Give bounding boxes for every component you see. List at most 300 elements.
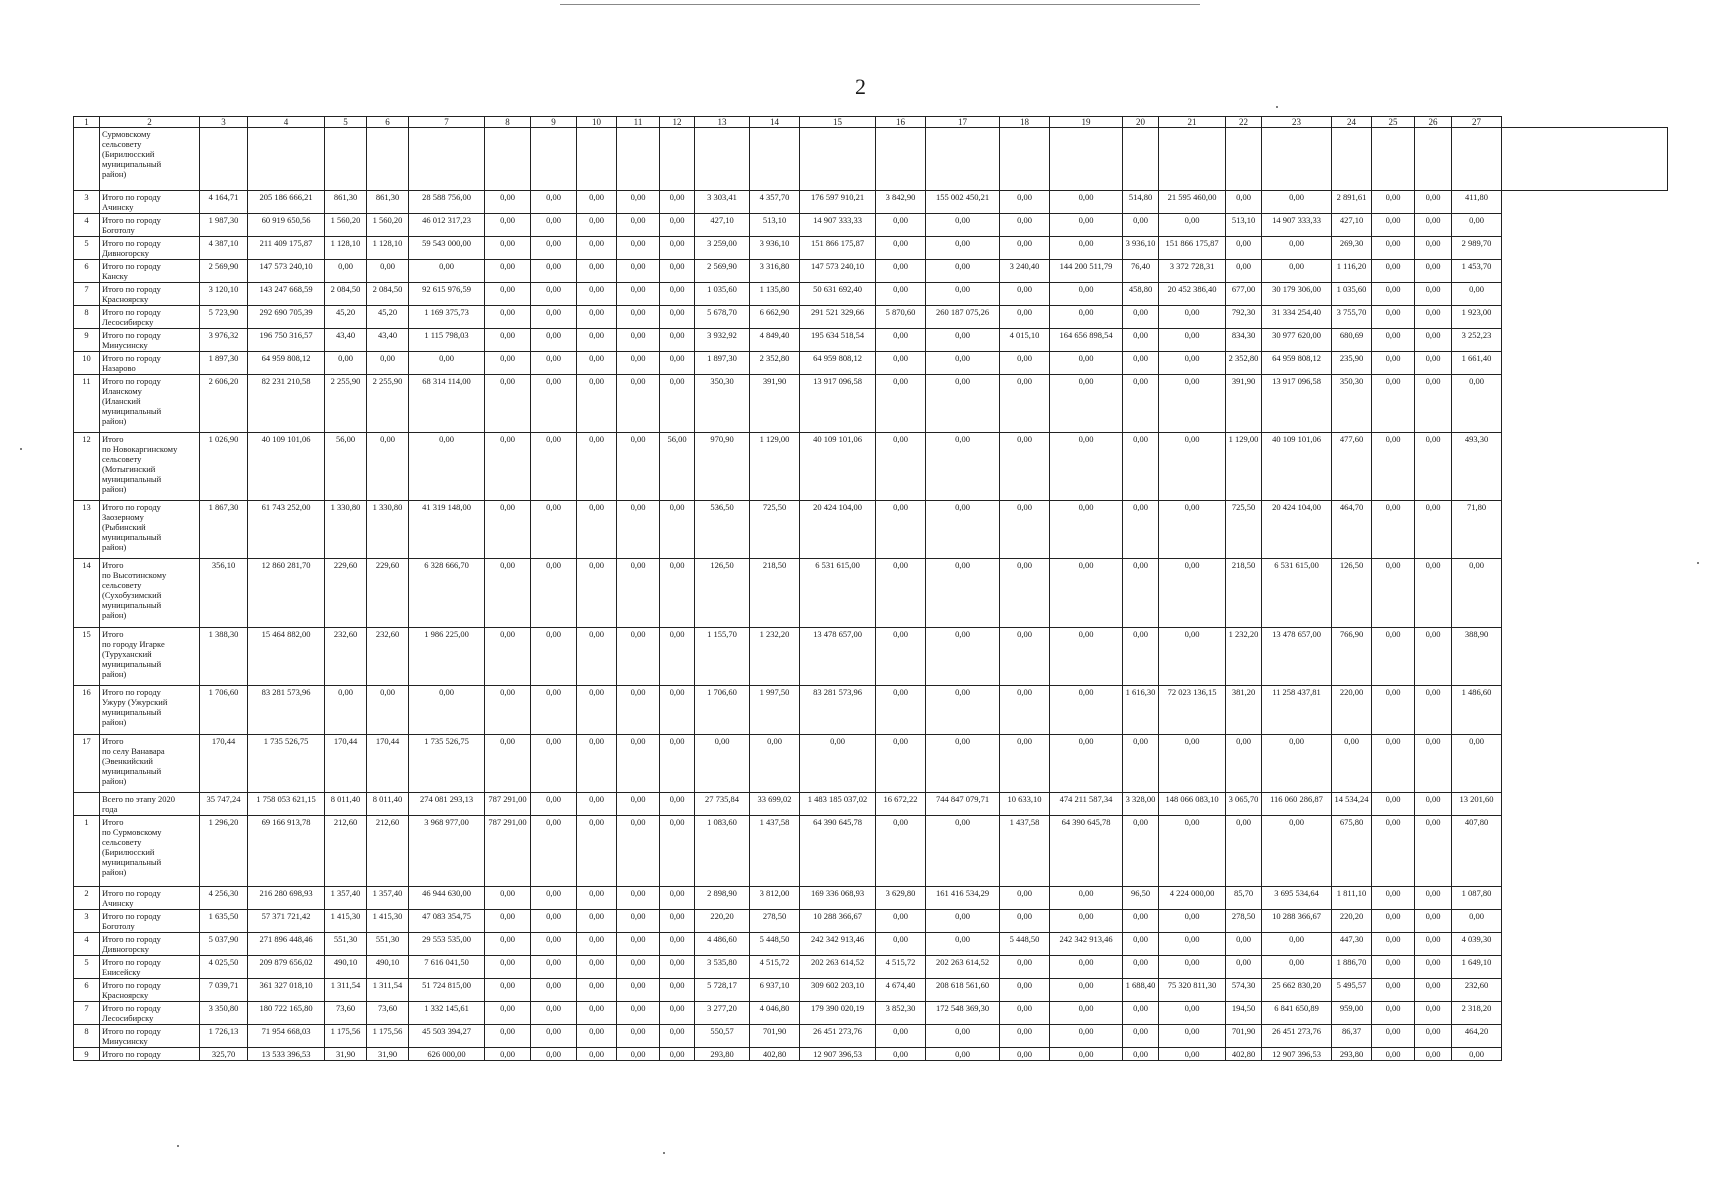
scan-speck — [663, 1152, 665, 1154]
table-cell: 0,00 — [1123, 501, 1159, 559]
table-cell: 388,90 — [1452, 628, 1502, 686]
table-cell: 0,00 — [1050, 306, 1123, 329]
table-cell: 574,30 — [1226, 979, 1262, 1002]
row-name: Итого по городу Лесосибирску — [100, 306, 200, 329]
table-cell: 232,60 — [1452, 979, 1502, 1002]
table-cell: 0,00 — [577, 735, 617, 793]
table-cell: 0,00 — [1159, 816, 1226, 887]
row-number: 11 — [74, 375, 100, 433]
row-number: 16 — [74, 686, 100, 735]
table-cell: 4 025,50 — [200, 956, 248, 979]
table-cell: 2 084,50 — [367, 283, 409, 306]
table-cell: 0,00 — [1415, 735, 1452, 793]
table-cell: 0,00 — [926, 329, 1000, 352]
table-cell: 0,00 — [577, 559, 617, 628]
table-cell: 0,00 — [485, 260, 531, 283]
table-row — [74, 793, 1668, 816]
table-cell: 2 352,80 — [1226, 352, 1262, 375]
table-cell: 2 891,61 — [1332, 191, 1372, 214]
table-cell: 0,00 — [1332, 735, 1372, 793]
table-cell: 0,00 — [1372, 979, 1415, 1002]
table-cell: 402,80 — [1226, 1048, 1262, 1061]
table-cell: 1 415,30 — [367, 910, 409, 933]
column-header: 14 — [750, 117, 800, 128]
table-cell: 278,50 — [1226, 910, 1262, 933]
table-cell: 0,00 — [1262, 237, 1332, 260]
table-row — [74, 329, 1668, 352]
table-cell: 0,00 — [577, 1048, 617, 1061]
table-cell: 0,00 — [660, 686, 695, 735]
table-cell: 0,00 — [1000, 375, 1050, 433]
table-cell: 151 866 175,87 — [1159, 237, 1226, 260]
table-cell: 1 357,40 — [367, 887, 409, 910]
table-cell: 96,50 — [1123, 887, 1159, 910]
table-cell: 28 588 756,00 — [409, 191, 485, 214]
table-cell: 427,10 — [1332, 214, 1372, 237]
table-cell: 675,80 — [1332, 816, 1372, 887]
table-cell: 0,00 — [926, 237, 1000, 260]
table-cell: 0,00 — [1050, 559, 1123, 628]
table-cell: 402,80 — [750, 1048, 800, 1061]
table-cell: 47 083 354,75 — [409, 910, 485, 933]
column-header: 8 — [485, 117, 531, 128]
table-row — [74, 128, 1668, 191]
table-cell: 0,00 — [876, 260, 926, 283]
table-cell: 0,00 — [1415, 1048, 1452, 1061]
row-number: 3 — [74, 910, 100, 933]
table-cell: 0,00 — [1000, 1025, 1050, 1048]
table-cell: 0,00 — [926, 260, 1000, 283]
table-row — [74, 559, 1668, 628]
table-cell: 92 615 976,59 — [409, 283, 485, 306]
table-cell: 0,00 — [367, 260, 409, 283]
table-cell: 0,00 — [1159, 910, 1226, 933]
table-cell: 0,00 — [876, 214, 926, 237]
table-cell — [367, 128, 409, 191]
table-cell: 0,00 — [1159, 933, 1226, 956]
table-cell: 0,00 — [876, 559, 926, 628]
table-cell: 0,00 — [876, 283, 926, 306]
table-cell: 0,00 — [926, 559, 1000, 628]
table-cell: 1 388,30 — [200, 628, 248, 686]
table-cell: 970,90 — [695, 433, 750, 501]
table-cell — [1452, 128, 1502, 191]
table-row — [74, 1048, 1668, 1061]
table-cell: 61 743 252,00 — [248, 501, 325, 559]
table-cell — [750, 128, 800, 191]
table-cell: 0,00 — [1415, 352, 1452, 375]
table-cell: 0,00 — [531, 933, 577, 956]
table-cell: 0,00 — [1372, 1025, 1415, 1048]
table-cell: 356,10 — [200, 559, 248, 628]
table-cell — [485, 128, 531, 191]
table-row — [74, 1002, 1668, 1025]
table-cell: 0,00 — [367, 686, 409, 735]
table-cell: 5 723,90 — [200, 306, 248, 329]
table-cell: 40 109 101,06 — [1262, 433, 1332, 501]
table-cell: 0,00 — [926, 375, 1000, 433]
table-cell: 1 867,30 — [200, 501, 248, 559]
table-cell: 1 026,90 — [200, 433, 248, 501]
table-cell: 0,00 — [660, 352, 695, 375]
table-cell: 0,00 — [660, 979, 695, 1002]
table-cell: 1 453,70 — [1452, 260, 1502, 283]
table-cell: 0,00 — [1050, 956, 1123, 979]
table-cell: 493,30 — [1452, 433, 1502, 501]
table-cell: 0,00 — [617, 735, 660, 793]
table-cell: 0,00 — [1159, 352, 1226, 375]
table-cell: 5 728,17 — [695, 979, 750, 1002]
table-cell: 0,00 — [485, 628, 531, 686]
row-number: 1 — [74, 816, 100, 887]
table-cell: 0,00 — [1159, 1048, 1226, 1061]
table-cell: 1 649,10 — [1452, 956, 1502, 979]
table-cell: 474 211 587,34 — [1050, 793, 1123, 816]
table-cell: 0,00 — [1452, 735, 1502, 793]
table-cell: 4 046,80 — [750, 1002, 800, 1025]
table-cell: 0,00 — [660, 910, 695, 933]
table-cell: 0,00 — [926, 686, 1000, 735]
table-cell: 0,00 — [1415, 283, 1452, 306]
table-cell: 0,00 — [617, 306, 660, 329]
table-cell — [1123, 128, 1159, 191]
table-cell — [1372, 128, 1415, 191]
table-cell: 211 409 175,87 — [248, 237, 325, 260]
table-cell: 50 631 692,40 — [800, 283, 876, 306]
table-cell: 0,00 — [531, 283, 577, 306]
table-cell: 151 866 175,87 — [800, 237, 876, 260]
table-cell: 0,00 — [1000, 956, 1050, 979]
table-cell: 1 706,60 — [200, 686, 248, 735]
table-cell: 3 976,32 — [200, 329, 248, 352]
table-cell: 8 011,40 — [325, 793, 367, 816]
table-cell: 0,00 — [577, 329, 617, 352]
table-cell: 407,80 — [1452, 816, 1502, 887]
table-cell: 0,00 — [926, 283, 1000, 306]
row-number: 8 — [74, 1025, 100, 1048]
table-cell: 0,00 — [485, 1048, 531, 1061]
table-cell: 0,00 — [617, 352, 660, 375]
table-cell: 202 263 614,52 — [800, 956, 876, 979]
table-cell: 4 486,60 — [695, 933, 750, 956]
table-cell — [577, 128, 617, 191]
table-cell — [248, 128, 325, 191]
table-cell: 513,10 — [1226, 214, 1262, 237]
table-cell: 209 879 656,02 — [248, 956, 325, 979]
table-cell: 0,00 — [485, 979, 531, 1002]
table-cell: 10 288 366,67 — [1262, 910, 1332, 933]
table-cell: 2 255,90 — [367, 375, 409, 433]
table-cell: 0,00 — [485, 191, 531, 214]
table-cell: 0,00 — [617, 793, 660, 816]
table-cell: 350,30 — [1332, 375, 1372, 433]
table-cell: 16 672,22 — [876, 793, 926, 816]
row-name: Итого по городу Лесосибирску — [100, 1002, 200, 1025]
table-cell: 242 342 913,46 — [800, 933, 876, 956]
table-cell: 0,00 — [926, 1025, 1000, 1048]
table-cell: 12 860 281,70 — [248, 559, 325, 628]
row-name: Итого по городу Заозерному (Рыбинский муниципальный район) — [100, 501, 200, 559]
row-name: Итого по селу Ванавара (Эвенкийский муниципальный район) — [100, 735, 200, 793]
table-cell: 0,00 — [409, 686, 485, 735]
table-cell: 0,00 — [1159, 306, 1226, 329]
table-cell: 0,00 — [1372, 375, 1415, 433]
table-cell: 31,90 — [325, 1048, 367, 1061]
table-row — [74, 735, 1668, 793]
table-cell: 45,20 — [367, 306, 409, 329]
table-cell: 76,40 — [1123, 260, 1159, 283]
table-cell: 477,60 — [1332, 433, 1372, 501]
table-cell: 1 332 145,61 — [409, 1002, 485, 1025]
table-cell: 1 483 185 037,02 — [800, 793, 876, 816]
table-cell: 1 897,30 — [200, 352, 248, 375]
table-cell: 0,00 — [876, 237, 926, 260]
table-cell: 0,00 — [1372, 816, 1415, 887]
table-cell: 0,00 — [1415, 214, 1452, 237]
table-cell: 0,00 — [531, 214, 577, 237]
table-cell — [660, 128, 695, 191]
table-cell: 0,00 — [1452, 559, 1502, 628]
table-cell: 0,00 — [876, 686, 926, 735]
table-cell: 0,00 — [1415, 1002, 1452, 1025]
row-name: Итого по Высотинскому сельсовету (Сухобузимский муниципальный район) — [100, 559, 200, 628]
table-cell: 72 023 136,15 — [1159, 686, 1226, 735]
table-cell: 0,00 — [1415, 979, 1452, 1002]
scan-speck — [1697, 562, 1699, 564]
table-cell: 3 252,23 — [1452, 329, 1502, 352]
table-cell: 0,00 — [577, 979, 617, 1002]
table-cell: 41 319 148,00 — [409, 501, 485, 559]
table-cell: 0,00 — [485, 306, 531, 329]
table-cell: 3 755,70 — [1332, 306, 1372, 329]
table-cell: 1 357,40 — [325, 887, 367, 910]
table-cell: 490,10 — [325, 956, 367, 979]
table-cell: 126,50 — [1332, 559, 1372, 628]
table-cell: 0,00 — [367, 352, 409, 375]
column-header: 1 — [74, 117, 100, 128]
table-cell: 2 255,90 — [325, 375, 367, 433]
table-cell: 220,00 — [1332, 686, 1372, 735]
table-cell: 0,00 — [1415, 956, 1452, 979]
table-cell: 212,60 — [367, 816, 409, 887]
table-cell: 0,00 — [1262, 191, 1332, 214]
table-cell: 0,00 — [660, 306, 695, 329]
scan-speck — [1276, 106, 1278, 108]
table-cell: 0,00 — [1372, 501, 1415, 559]
table-cell: 4 515,72 — [876, 956, 926, 979]
row-number: 7 — [74, 1002, 100, 1025]
table-cell: 0,00 — [1226, 260, 1262, 283]
table-cell: 0,00 — [485, 887, 531, 910]
table-cell: 45 503 394,27 — [409, 1025, 485, 1048]
table-cell: 0,00 — [1050, 686, 1123, 735]
column-header: 11 — [617, 117, 660, 128]
table-cell: 0,00 — [577, 686, 617, 735]
table-cell: 0,00 — [1123, 735, 1159, 793]
table-cell: 69 166 913,78 — [248, 816, 325, 887]
row-name: Итого по городу Канску — [100, 260, 200, 283]
table-cell: 73,60 — [367, 1002, 409, 1025]
table-cell: 194,50 — [1226, 1002, 1262, 1025]
table-cell: 0,00 — [1452, 375, 1502, 433]
table-cell: 0,00 — [1415, 237, 1452, 260]
table-cell: 179 390 020,19 — [800, 1002, 876, 1025]
table-row — [74, 979, 1668, 1002]
table-cell — [926, 128, 1000, 191]
table-cell: 411,80 — [1452, 191, 1502, 214]
table-cell: 0,00 — [926, 214, 1000, 237]
table-cell: 26 451 273,76 — [1262, 1025, 1332, 1048]
column-header: 7 — [409, 117, 485, 128]
table-cell: 0,00 — [1262, 956, 1332, 979]
table-cell: 64 959 808,12 — [1262, 352, 1332, 375]
table-cell: 229,60 — [325, 559, 367, 628]
row-name: Итого по городу Дивногорску — [100, 933, 200, 956]
table-cell: 0,00 — [1372, 1048, 1415, 1061]
row-number: 6 — [74, 260, 100, 283]
table-cell: 4 387,10 — [200, 237, 248, 260]
table-cell: 0,00 — [1050, 735, 1123, 793]
table-cell: 680,69 — [1332, 329, 1372, 352]
table-cell: 218,50 — [1226, 559, 1262, 628]
table-cell: 170,44 — [325, 735, 367, 793]
row-name: Итого по Сурмовскому сельсовету (Бирилюсский муниципальный район) — [100, 816, 200, 887]
table-cell: 3 695 534,64 — [1262, 887, 1332, 910]
table-cell: 1 232,20 — [1226, 628, 1262, 686]
table-cell: 0,00 — [617, 686, 660, 735]
table-cell: 381,20 — [1226, 686, 1262, 735]
table-cell: 220,20 — [1332, 910, 1372, 933]
table-row — [74, 628, 1668, 686]
table-cell: 235,90 — [1332, 352, 1372, 375]
table-cell: 0,00 — [485, 352, 531, 375]
table-cell: 0,00 — [1000, 979, 1050, 1002]
column-header: 25 — [1372, 117, 1415, 128]
table-cell: 0,00 — [1262, 933, 1332, 956]
table-cell: 12 907 396,53 — [800, 1048, 876, 1061]
table-cell — [695, 128, 750, 191]
table-cell: 30 977 620,00 — [1262, 329, 1332, 352]
table-cell: 1 311,54 — [367, 979, 409, 1002]
table-cell: 0,00 — [1000, 559, 1050, 628]
table-cell — [1159, 128, 1226, 191]
table-cell: 0,00 — [660, 214, 695, 237]
table-cell: 0,00 — [1050, 433, 1123, 501]
table-cell: 0,00 — [876, 628, 926, 686]
table-cell: 0,00 — [1123, 306, 1159, 329]
table-cell: 0,00 — [1050, 283, 1123, 306]
table-cell: 0,00 — [577, 375, 617, 433]
table-cell: 0,00 — [1050, 887, 1123, 910]
table-cell: 0,00 — [926, 816, 1000, 887]
table-cell: 0,00 — [1159, 375, 1226, 433]
table-cell: 0,00 — [876, 329, 926, 352]
table-cell: 8 011,40 — [367, 793, 409, 816]
table-cell: 5 448,50 — [1000, 933, 1050, 956]
row-number: 5 — [74, 237, 100, 260]
table-cell: 25 662 830,20 — [1262, 979, 1332, 1002]
table-row — [74, 501, 1668, 559]
table-cell: 0,00 — [485, 956, 531, 979]
table-cell: 6 662,90 — [750, 306, 800, 329]
table-cell: 20 452 386,40 — [1159, 283, 1226, 306]
table-cell: 0,00 — [1415, 686, 1452, 735]
row-name: Сурмовскому сельсовету (Бирилюсский муниципальный район) — [100, 128, 200, 191]
table-cell: 40 109 101,06 — [248, 433, 325, 501]
table-cell: 0,00 — [617, 260, 660, 283]
table-cell: 161 416 534,29 — [926, 887, 1000, 910]
table-cell: 0,00 — [1452, 283, 1502, 306]
table-cell: 0,00 — [577, 283, 617, 306]
row-name: Итого по городу Дивногорску — [100, 237, 200, 260]
table-cell: 0,00 — [577, 956, 617, 979]
table-cell: 0,00 — [1372, 735, 1415, 793]
table-cell: 1 129,00 — [750, 433, 800, 501]
table-cell: 0,00 — [617, 214, 660, 237]
table-cell: 0,00 — [531, 816, 577, 887]
table-cell: 0,00 — [1159, 214, 1226, 237]
table-cell: 3 120,10 — [200, 283, 248, 306]
table-cell: 7 616 041,50 — [409, 956, 485, 979]
table-cell: 73,60 — [325, 1002, 367, 1025]
table-cell: 26 451 273,76 — [800, 1025, 876, 1048]
row-name: Итого по городу Иланскому (Иланский муниципальный район) — [100, 375, 200, 433]
table-cell: 4 164,71 — [200, 191, 248, 214]
table-cell: 4 849,40 — [750, 329, 800, 352]
table-cell: 21 595 460,00 — [1159, 191, 1226, 214]
table-cell: 0,00 — [1000, 686, 1050, 735]
table-cell: 513,10 — [750, 214, 800, 237]
table-cell: 4 015,10 — [1000, 329, 1050, 352]
table-cell: 0,00 — [1452, 214, 1502, 237]
table-cell: 29 553 535,00 — [409, 933, 485, 956]
table-cell: 1 128,10 — [367, 237, 409, 260]
table-cell: 6 328 666,70 — [409, 559, 485, 628]
table-cell: 0,00 — [617, 191, 660, 214]
column-header: 13 — [695, 117, 750, 128]
column-header: 9 — [531, 117, 577, 128]
table-cell: 2 898,90 — [695, 887, 750, 910]
table-cell: 0,00 — [926, 433, 1000, 501]
column-header: 15 — [800, 117, 876, 128]
column-header: 3 — [200, 117, 248, 128]
table-row — [74, 352, 1668, 375]
table-cell: 3 936,10 — [1123, 237, 1159, 260]
table-cell: 0,00 — [1123, 933, 1159, 956]
table-cell: 0,00 — [485, 375, 531, 433]
table-cell: 0,00 — [531, 306, 577, 329]
table-cell: 0,00 — [485, 686, 531, 735]
table-cell: 14 907 333,33 — [1262, 214, 1332, 237]
table-cell: 0,00 — [1159, 559, 1226, 628]
table-cell — [531, 128, 577, 191]
table-cell: 64 959 808,12 — [248, 352, 325, 375]
table-cell: 0,00 — [325, 352, 367, 375]
row-name: Итого по городу Ачинску — [100, 887, 200, 910]
table-cell: 0,00 — [1123, 628, 1159, 686]
table-cell: 0,00 — [485, 1025, 531, 1048]
table-cell: 0,00 — [531, 887, 577, 910]
table-cell: 43,40 — [367, 329, 409, 352]
table-cell — [617, 128, 660, 191]
table-cell: 0,00 — [1415, 1025, 1452, 1048]
table-cell: 0,00 — [1452, 1048, 1502, 1061]
table-cell: 1 560,20 — [367, 214, 409, 237]
table-cell: 325,70 — [200, 1048, 248, 1061]
table-cell: 0,00 — [531, 329, 577, 352]
table-cell: 3 328,00 — [1123, 793, 1159, 816]
table-cell: 196 750 316,57 — [248, 329, 325, 352]
